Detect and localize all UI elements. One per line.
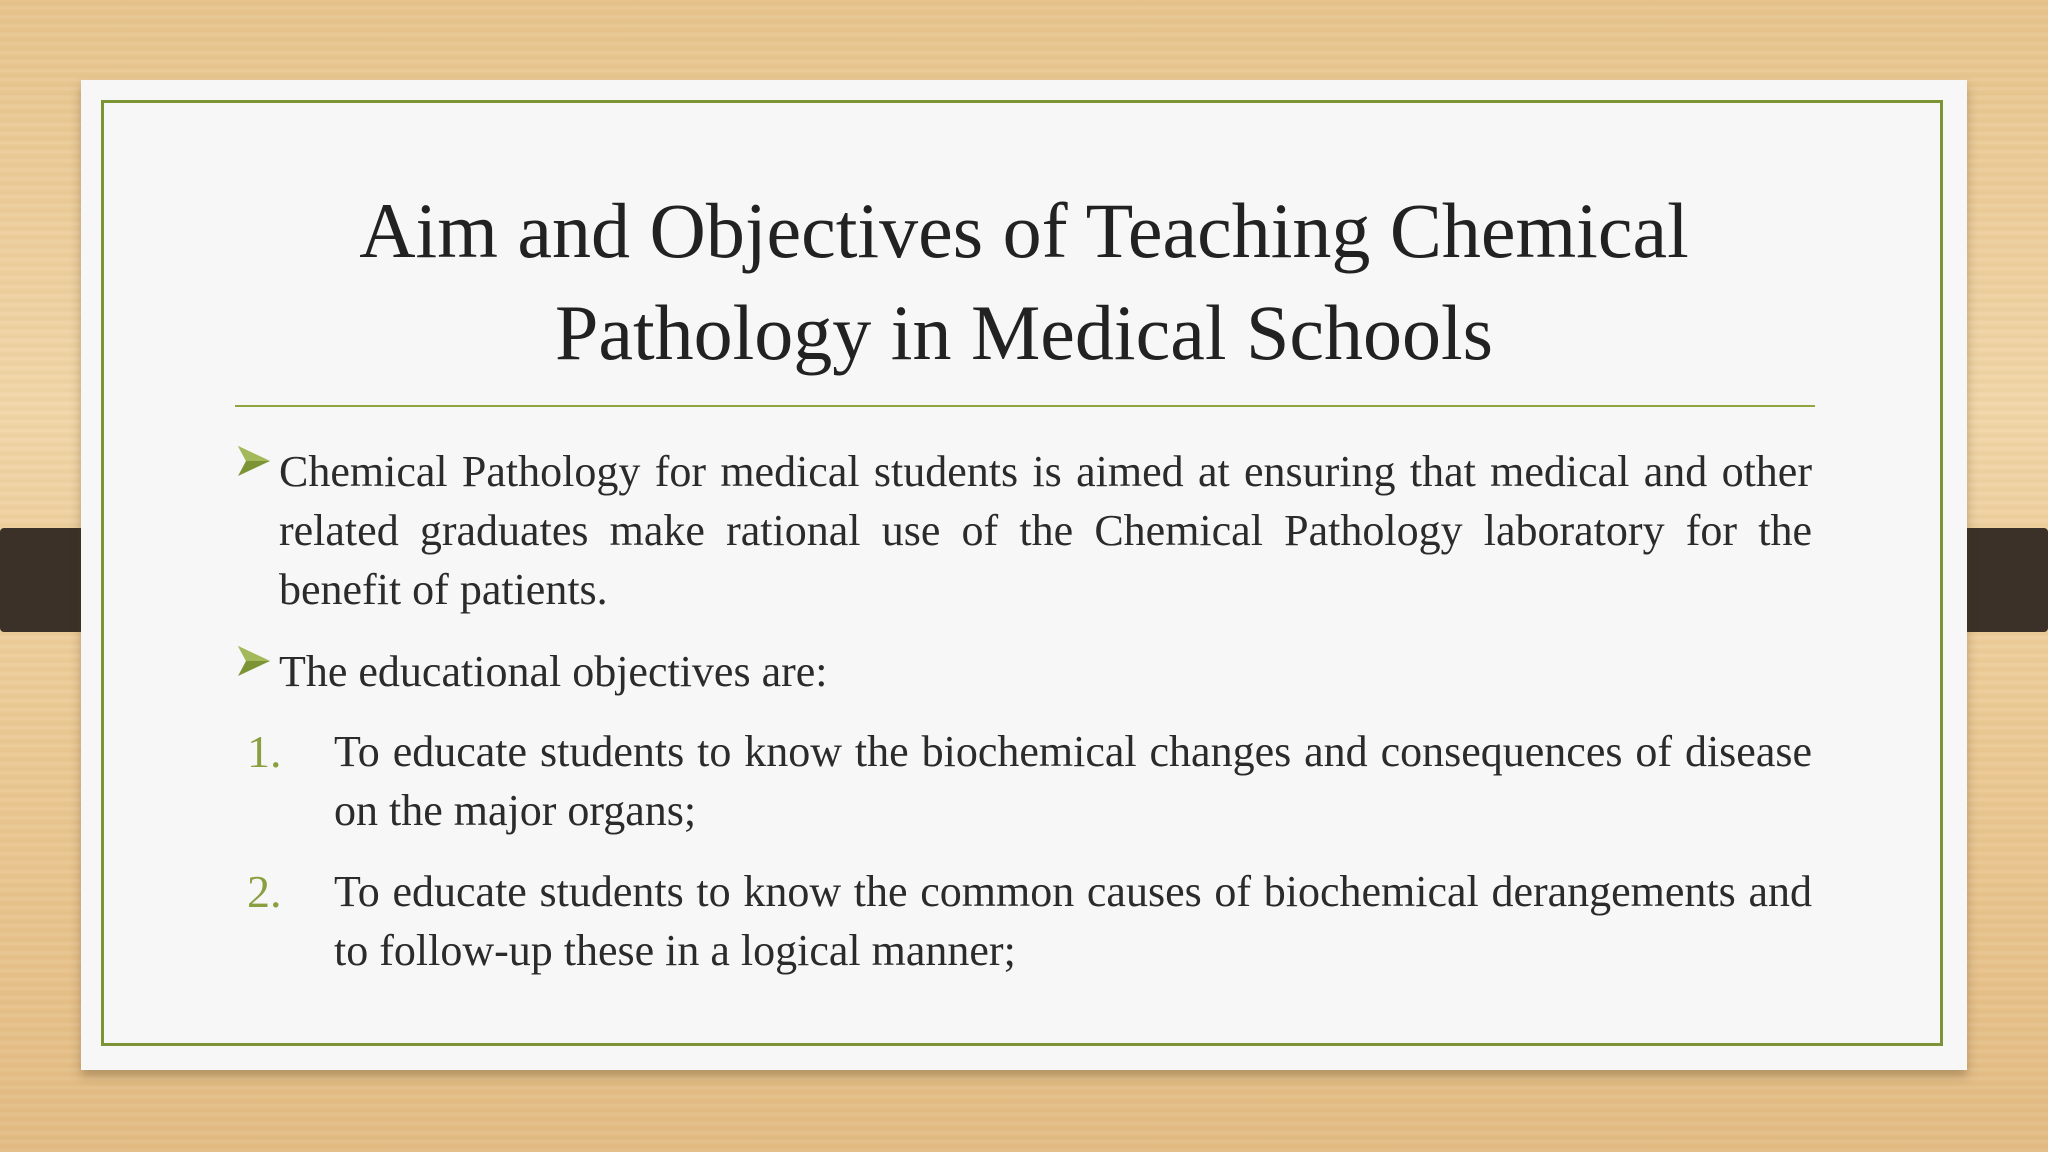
bullet-text-objectives: The educational objectives are:	[279, 647, 828, 696]
list-item-text: To educate students to know the biochemical changes and consequences of disease on the major organs;	[334, 727, 1812, 835]
list-number: 2.	[247, 866, 282, 917]
list-item-text: To educate students to know the common causes of biochemical derangements and to follow-up these in a logical manner;	[334, 867, 1812, 975]
arrow-bullet-icon	[236, 444, 272, 478]
arrow-bullet-icon	[236, 644, 272, 678]
bullet-text-aim: Chemical Pathology for medical students is aimed at ensuring that medical and other related graduates make rational use of the Chemical Pathology laboratory for the benefit of patients.	[279, 447, 1812, 614]
list-number: 1.	[247, 726, 282, 777]
title-divider	[235, 405, 1815, 407]
slide-title: Aim and Objectives of Teaching Chemical Pathology in Medical Schools	[359, 187, 1689, 376]
